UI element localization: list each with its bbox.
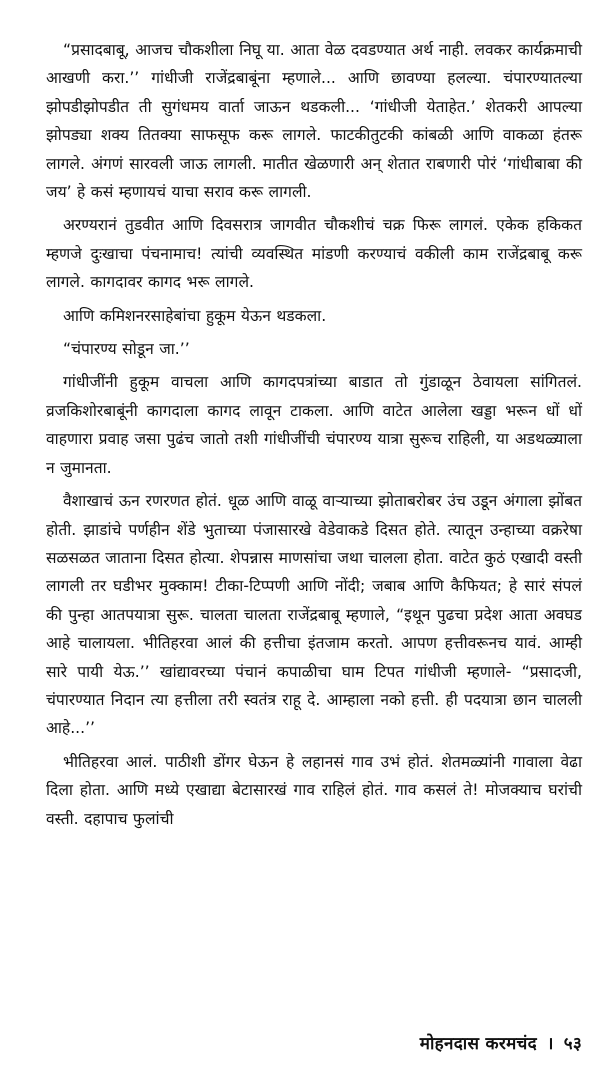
running-title: मोहनदास करमचंद <box>419 1034 537 1054</box>
paragraph-1: “प्रसादबाबू, आजच चौकशीला निघू या. आता वेळ दवडण्यात अर्थ नाही. लवकर कार्यक्रमाची आखणी करा.’’ गांधीजी राजेंद्रबाबूंना म्हणाले... आणि छावण्या हलल्या. चंपारण्यातल्या झोपडीझोपडीत ती सुगंधमय वार्ता जाऊन थडकली... ‘गांधीजी येताहेत.’ शेतकरी आपल्या झोपड्या शक्य तितक्या साफसूफ करू लागले. फाटकीतुटकी कांबळी आणि वाकळा हंतरू लागले. अंगणं सारवली जाऊ लागली. मातीत खेळणारी अन् शेतात राबणारी पोरं ‘गांधीबाबा की जय’ हे कसं म्हणायचं याचा सराव करू लागली. <box>46 41 582 202</box>
page-footer <box>0 1031 582 1054</box>
page-number: ५३ <box>563 1034 582 1054</box>
paragraph-4: “चंपारण्य सोडून जा.’’ <box>63 340 190 359</box>
footer-separator: । <box>546 1034 554 1054</box>
paragraph-3: आणि कमिशनरसाहेबांचा हुकूम येऊन थडकला. <box>63 306 327 325</box>
body-text <box>46 36 582 833</box>
paragraph-7: भीतिहरवा आलं. पाठीशी डोंगर घेऊन हे लहानसं गाव उभं होतं. शेतमळ्यांनी गावाला वेढा दिला होता. आणि मध्ये एखाद्या बेटासारखं गाव राहिलं होतं. गाव कसलं ते! मोजक्याच घरांची वस्ती. दहापाच फुलांची <box>46 752 582 828</box>
paragraph-6: वैशाखाचं ऊन रणरणत होतं. धूळ आणि वाळू वाऱ्याच्या झोताबरोबर उंच उडून अंगाला झोंबत होती. झाडांचे पर्णहीन शेंडे भुताच्या पंजासारखे वेडेवाकडे दिसत होते. त्यातून उन्हाच्या वक्ररेषा सळसळत जाताना दिसत होत्या. शेपन्नास माणसांचा जथा चालला होता. वाटेत कुठं एखादी वस्ती लागली तर घडीभर मुक्काम! टीका-टिप्पणी आणि नोंदी; जबाब आणि कैफियत; हे सारं संपलं की पुन्हा आतपयात्रा सुरू. चालता चालता राजेंद्रबाबू म्हणाले, “इथून पुढचा प्रदेश आता अवघड आहे चालायला. भीतिहरवा आलं की हत्तीचा इंतजाम करतो. आपण हत्तीवरूनच यावं. आम्ही सारे पायी येऊ.’’ खांद्यावरच्या पंचानं कपाळीचा घाम टिपत गांधीजी म्हणाले- “प्रसादजी, चंपारण्यात निदान त्या हत्तीला तरी स्वतंत्र राहू दे. आम्हाला नको हत्ती. ही पदयात्रा छान चालली आहे...’’ <box>46 492 582 738</box>
paragraph-2: अरण्यरानं तुडवीत आणि दिवसरात्र जागवीत चौकशीचं चक्र फिरू लागलं. एकेक हकिकत म्हणजे दुःखाचा पंचनामाच! त्यांची व्यवस्थित मांडणी करण्याचं वकीली काम राजेंद्रबाबू करू लागले. कागदावर कागद भरू लागले. <box>46 216 582 292</box>
paragraph-5: गांधीजींनी हुकूम वाचला आणि कागदपत्रांच्या बाडात तो गुंडाळून ठेवायला सांगितलं. व्रजकिशोरबाबूंनी कागदाला कागद लावून टाकला. आणि वाटेत आलेला खड्डा भरून धों धों वाहणारा प्रवाह जसा पुढंच जातो तशी गांधीजींची चंपारण्य यात्रा सुरूच राहिली, या अडथळ्याला न जुमानता. <box>46 373 582 477</box>
